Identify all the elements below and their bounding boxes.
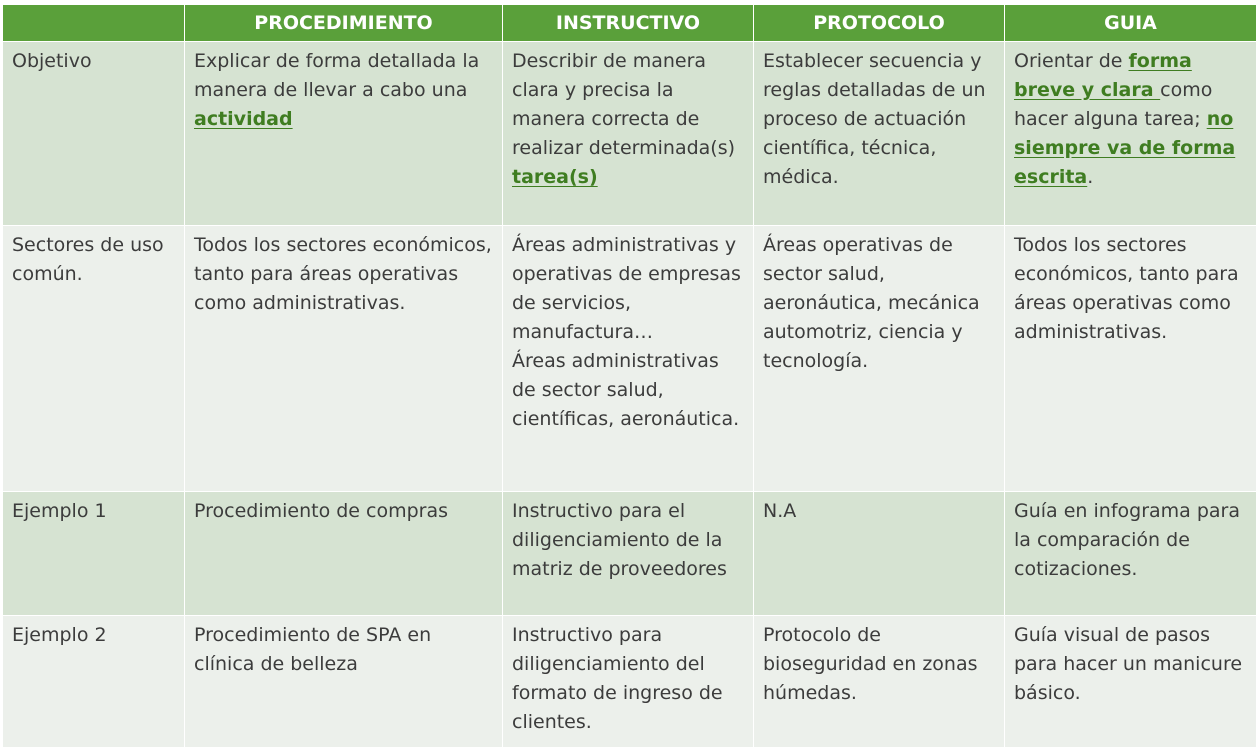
cell-procedimiento: Todos los sectores económicos, tanto para áreas operativas como administrativas. [185, 226, 503, 492]
highlight-text: actividad [194, 108, 293, 130]
comparison-table [2, 4, 1257, 748]
cell-guia: Guía en infograma para la comparación de cotizaciones. [1005, 492, 1257, 616]
row-objetivo [3, 42, 1257, 226]
cell-text: Describir de manera clara y precisa la manera correcta de realizar determinada(s) [512, 50, 736, 159]
header-procedimiento: PROCEDIMIENTO [185, 5, 503, 42]
highlight-text: tarea(s) [512, 166, 598, 188]
cell-instructivo: Instructivo para diligenciamiento del formato de ingreso de clientes. [503, 616, 754, 748]
cell-guia [1005, 42, 1257, 226]
cell-text: Explicar de forma detallada la manera de llevar a cabo una [194, 50, 480, 101]
cell-instructivo [503, 42, 754, 226]
cell-instructivo: Instructivo para el diligenciamiento de la matriz de proveedores [503, 492, 754, 616]
row-label: Sectores de uso común. [3, 226, 185, 492]
cell-protocolo: Protocolo de bioseguridad en zonas húmedas. [754, 616, 1005, 748]
highlight-text: no siempre va de forma escrita [1014, 108, 1236, 188]
header-row [3, 5, 1257, 42]
cell-text: como hacer alguna tarea; [1014, 79, 1213, 130]
cell-guia: Todos los sectores económicos, tanto para áreas operativas como administrativas. [1005, 226, 1257, 492]
header-instructivo: INSTRUCTIVO [503, 5, 754, 42]
row-sectores [3, 226, 1257, 492]
row-ejemplo-1 [3, 492, 1257, 616]
cell-text: Áreas administrativas de sector salud, científicas, aeronáutica. [512, 350, 740, 430]
cell-protocolo: Establecer secuencia y reglas detalladas de un proceso de actuación científica, técnica, médica. [754, 42, 1005, 226]
header-guia: GUIA [1005, 5, 1257, 42]
row-label: Ejemplo 1 [3, 492, 185, 616]
cell-protocolo: Áreas operativas de sector salud, aeronáutica, mecánica automotriz, ciencia y tecnología. [754, 226, 1005, 492]
header-empty [3, 5, 185, 42]
cell-text: . [1087, 166, 1094, 188]
cell-procedimiento: Procedimiento de compras [185, 492, 503, 616]
cell-protocolo: N.A [754, 492, 1005, 616]
header-protocolo: PROTOCOLO [754, 5, 1005, 42]
cell-instructivo [503, 226, 754, 492]
row-label: Ejemplo 2 [3, 616, 185, 748]
cell-text: Áreas administrativas y operativas de empresas de servicios, manufactura… [512, 234, 741, 343]
cell-guia: Guía visual de pasos para hacer un manicure básico. [1005, 616, 1257, 748]
row-label: Objetivo [3, 42, 185, 226]
cell-text: Orientar de [1014, 50, 1129, 72]
highlight-text: forma breve y clara [1014, 50, 1192, 101]
row-ejemplo-2 [3, 616, 1257, 748]
cell-procedimiento [185, 42, 503, 226]
cell-procedimiento: Procedimiento de SPA en clínica de belleza [185, 616, 503, 748]
